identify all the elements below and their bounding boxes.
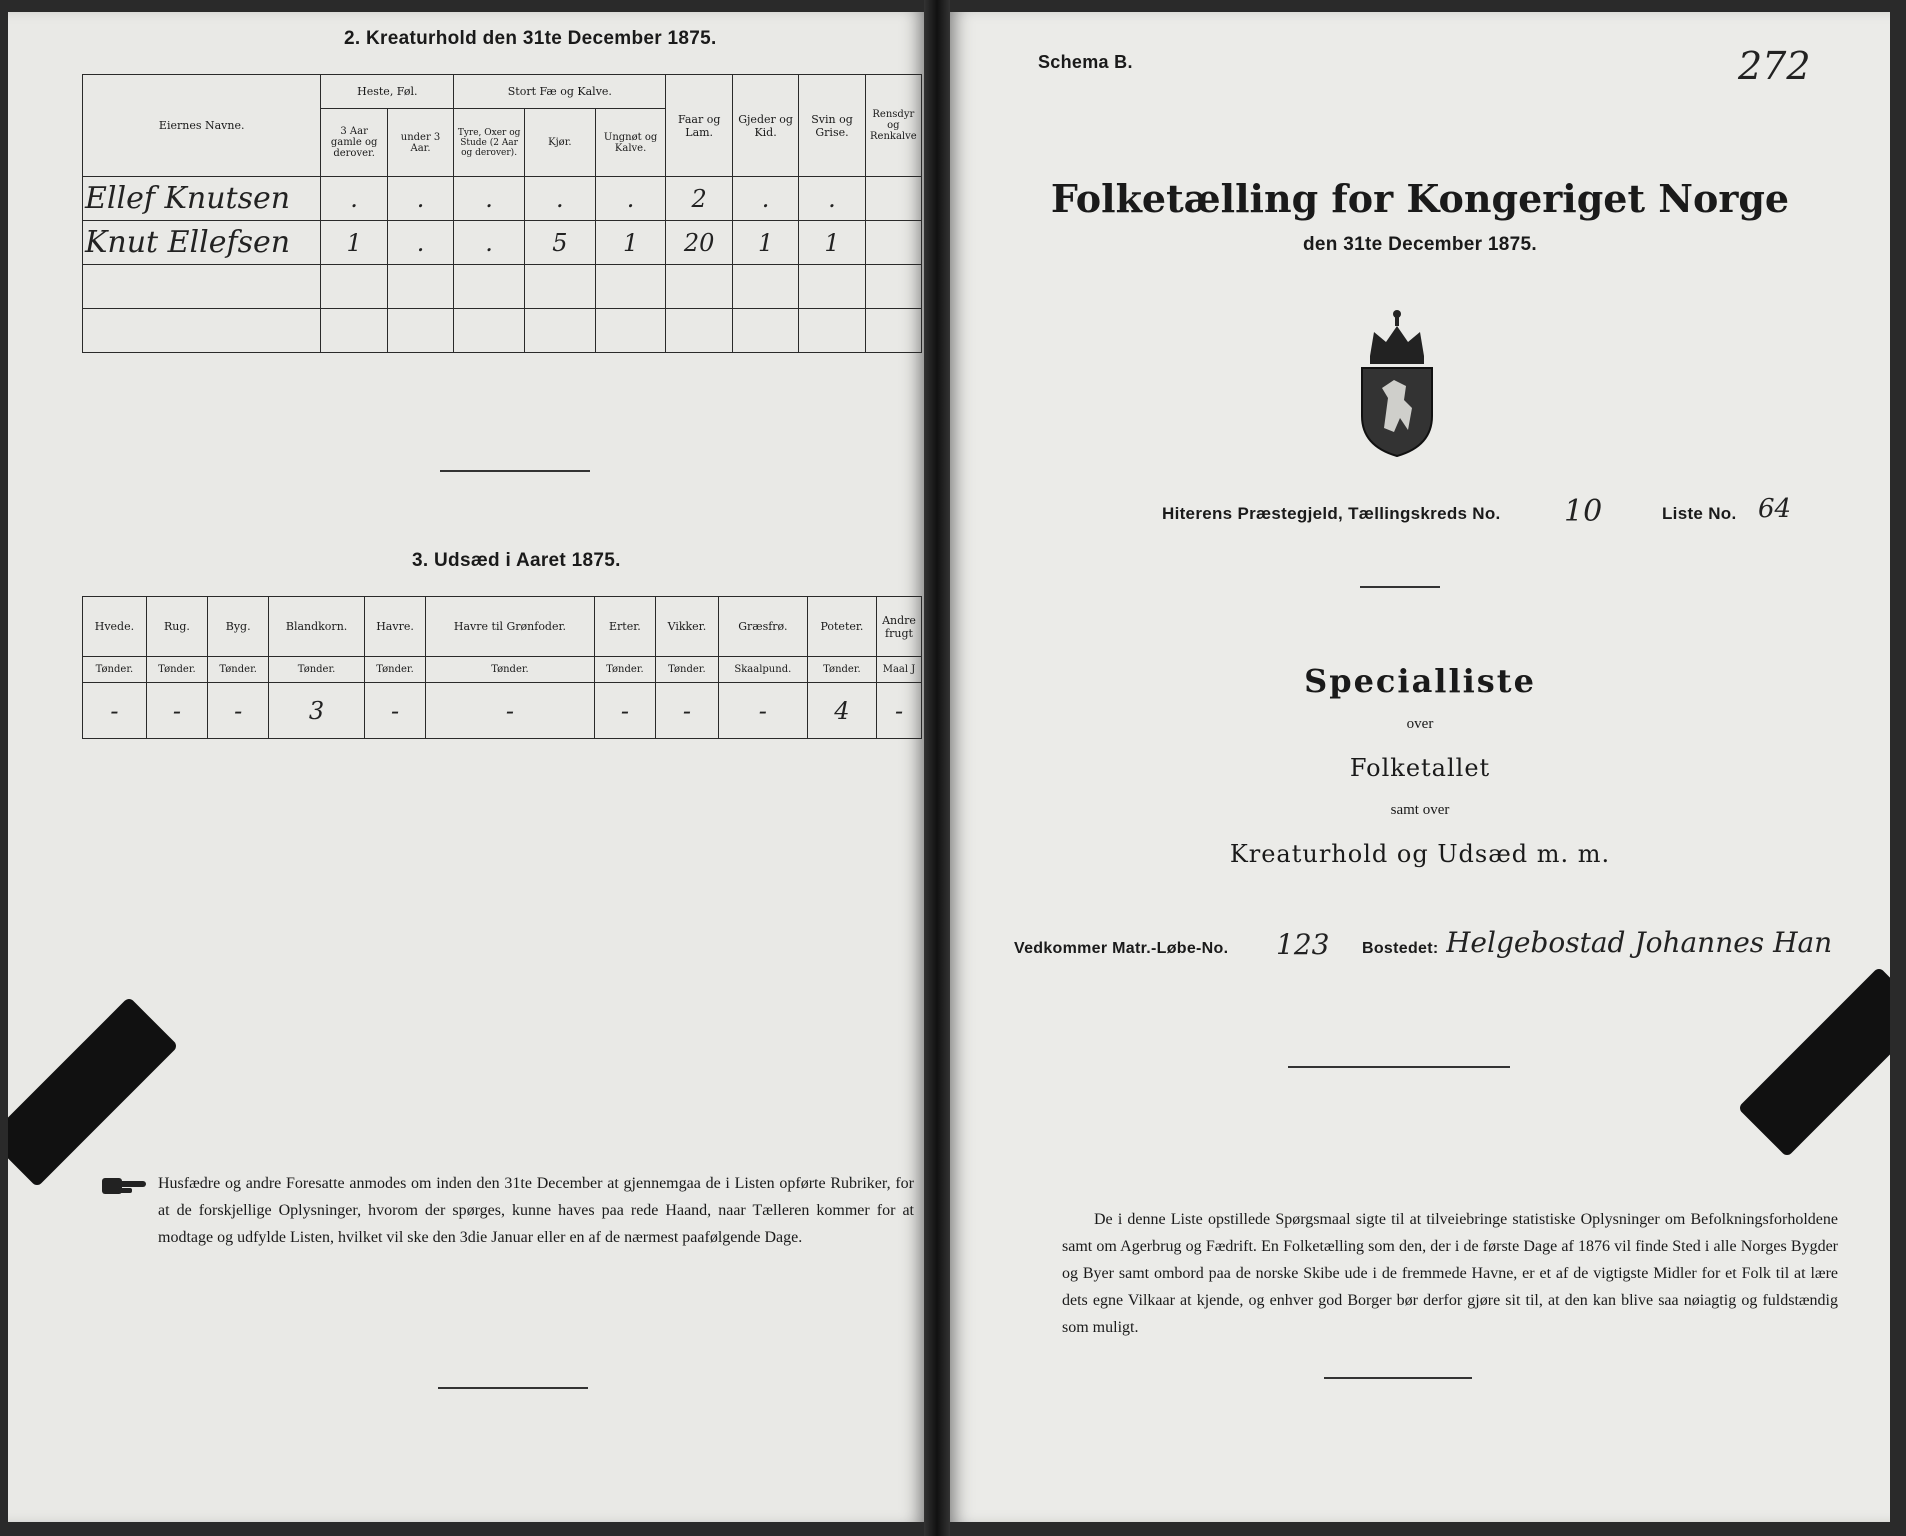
col-header: Vikker.	[655, 597, 718, 657]
faar-header: Faar og Lam.	[666, 75, 732, 177]
book-spine	[924, 0, 950, 1536]
norway-lion-crest-icon	[1354, 308, 1440, 458]
cell: -	[594, 683, 655, 739]
unit: Tønder.	[594, 657, 655, 683]
page-number: 272	[1738, 44, 1811, 88]
cell: 3	[269, 683, 365, 739]
date-line: den 31te December 1875.	[1303, 234, 1537, 255]
owner-header: Eiernes Navne.	[83, 75, 321, 177]
black-tab-marker	[8, 997, 178, 1188]
divider	[438, 1387, 588, 1389]
kreds-number: 10	[1564, 494, 1603, 529]
section3-title: 3. Udsæd i Aaret 1875.	[412, 550, 621, 571]
cell: .	[387, 221, 453, 265]
cell: -	[718, 683, 807, 739]
owner-name: Knut Ellefsen	[83, 221, 321, 265]
heste-old-header: 3 Aar gamle og derover.	[321, 109, 387, 177]
cell: .	[524, 177, 595, 221]
cell: 1	[732, 221, 798, 265]
pointing-hand-icon	[100, 1172, 148, 1200]
unit: Tønder.	[807, 657, 876, 683]
kjor-header: Kjør.	[524, 109, 595, 177]
notice-text: Husfædre og andre Foresatte anmodes om inden den 31te December at gjennemgaa de i Listen opførte Rubriker, for at de forskjellige Oplysninger, hvorom der spørges, kunne haves paa rede Haand, naar Tælleren kommer for at modtage og udfylde Listen, hvilket vil ske den 3die Januar eller en af de nærmest paafølgende Dage.	[158, 1175, 914, 1246]
bosted-value: Helgebostad Johannes Han	[1446, 926, 1833, 959]
cell: .	[454, 177, 525, 221]
info-paragraph: De i denne Liste opstillede Spørgsmaal sigte til at tilveiebringe statistiske Oplysninger om Befolkningsforholdene samt om Agerbrug og Fædrift. En Folketælling som den, der i de første Dage af 1876 vil finde Sted i alle Norges Bygder og Byer samt ombord paa de norske Skibe ude i de fremmede Havne, er et af de vigtigste Midler for et Folk til at lære dets egne Vilkaar at kjende, og enhver god Borger bør derfor gjøre sit til, at den kan blive saa nøiagtig og fuldstændig som muligt.	[1062, 1211, 1838, 1336]
cell: -	[146, 683, 207, 739]
cell: -	[426, 683, 595, 739]
bosted-label: Bostedet:	[1362, 940, 1439, 957]
main-title: Folketælling for Kongeriget Norge	[1050, 176, 1790, 221]
cell: .	[321, 177, 387, 221]
matr-number: 123	[1276, 928, 1330, 961]
col-header: Rug.	[146, 597, 207, 657]
divider	[1288, 1066, 1510, 1068]
unit: Tønder.	[426, 657, 595, 683]
unit: Tønder.	[655, 657, 718, 683]
col-header: Poteter.	[807, 597, 876, 657]
rensdyr-header: Rensdyr og Renkalve	[865, 75, 921, 177]
col-header: Blandkorn.	[269, 597, 365, 657]
unit: Skaalpund.	[718, 657, 807, 683]
heste-young-header: under 3 Aar.	[387, 109, 453, 177]
kreaturhold-heading: Kreaturhold og Udsæd m. m.	[1229, 840, 1611, 868]
cell: -	[208, 683, 269, 739]
table-row	[83, 683, 922, 739]
heste-header: Heste, Føl.	[321, 75, 454, 109]
folketallet-heading: Folketallet	[1349, 754, 1491, 782]
table-row	[83, 309, 922, 353]
schema-label: Schema B.	[1038, 52, 1133, 72]
cell: 1	[799, 221, 865, 265]
cell: -	[655, 683, 718, 739]
divider	[440, 470, 590, 472]
gjeder-header: Gjeder og Kid.	[732, 75, 798, 177]
cell: 5	[524, 221, 595, 265]
prestegjeld-label: Hiterens Præstegjeld, Tællingskreds No.	[1162, 504, 1501, 523]
matr-label: Vedkommer Matr.-Løbe-No.	[1014, 940, 1229, 957]
col-header: Erter.	[594, 597, 655, 657]
table-row	[83, 221, 922, 265]
cell: .	[595, 177, 666, 221]
divider	[1324, 1377, 1472, 1379]
left-page	[8, 12, 924, 1522]
col-header: Hvede.	[83, 597, 147, 657]
unit: Tønder.	[83, 657, 147, 683]
cell: -	[877, 683, 922, 739]
cell: .	[454, 221, 525, 265]
cell	[865, 221, 921, 265]
col-header: Græsfrø.	[718, 597, 807, 657]
unit: Tønder.	[208, 657, 269, 683]
cell	[865, 177, 921, 221]
unit: Tønder.	[269, 657, 365, 683]
liste-label: Liste No.	[1662, 504, 1737, 523]
table-row	[83, 177, 922, 221]
liste-number: 64	[1758, 494, 1792, 524]
specialliste-heading: Specialliste	[1304, 662, 1536, 700]
black-tab-marker	[1738, 967, 1890, 1158]
ungnot-header: Ungnøt og Kalve.	[595, 109, 666, 177]
stortfae-header: Stort Fæ og Kalve.	[454, 75, 666, 109]
cell: 20	[666, 221, 732, 265]
unit: Tønder.	[146, 657, 207, 683]
unit: Maal J	[877, 657, 922, 683]
cell: .	[799, 177, 865, 221]
right-page	[950, 12, 1890, 1522]
section2-title: 2. Kreaturhold den 31te December 1875.	[344, 28, 717, 49]
cell: 4	[807, 683, 876, 739]
over-text: over	[1406, 716, 1434, 732]
cell: .	[387, 177, 453, 221]
cell: 1	[321, 221, 387, 265]
unit: Tønder.	[364, 657, 425, 683]
cell: -	[83, 683, 147, 739]
cell: 1	[595, 221, 666, 265]
table-row	[83, 265, 922, 309]
sowing-table	[82, 596, 922, 739]
svin-header: Svin og Grise.	[799, 75, 865, 177]
tyre-header: Tyre, Oxer og Stude (2 Aar og derover).	[454, 109, 525, 177]
divider	[1360, 586, 1440, 588]
samt-over-text: samt over	[1390, 802, 1450, 818]
livestock-table	[82, 74, 922, 353]
col-header: Havre.	[364, 597, 425, 657]
cell: -	[364, 683, 425, 739]
col-header: Byg.	[208, 597, 269, 657]
col-header: Andre frugt	[877, 597, 922, 657]
cell: .	[732, 177, 798, 221]
owner-name: Ellef Knutsen	[83, 177, 321, 221]
col-header: Havre til Grønfoder.	[426, 597, 595, 657]
cell: 2	[666, 177, 732, 221]
